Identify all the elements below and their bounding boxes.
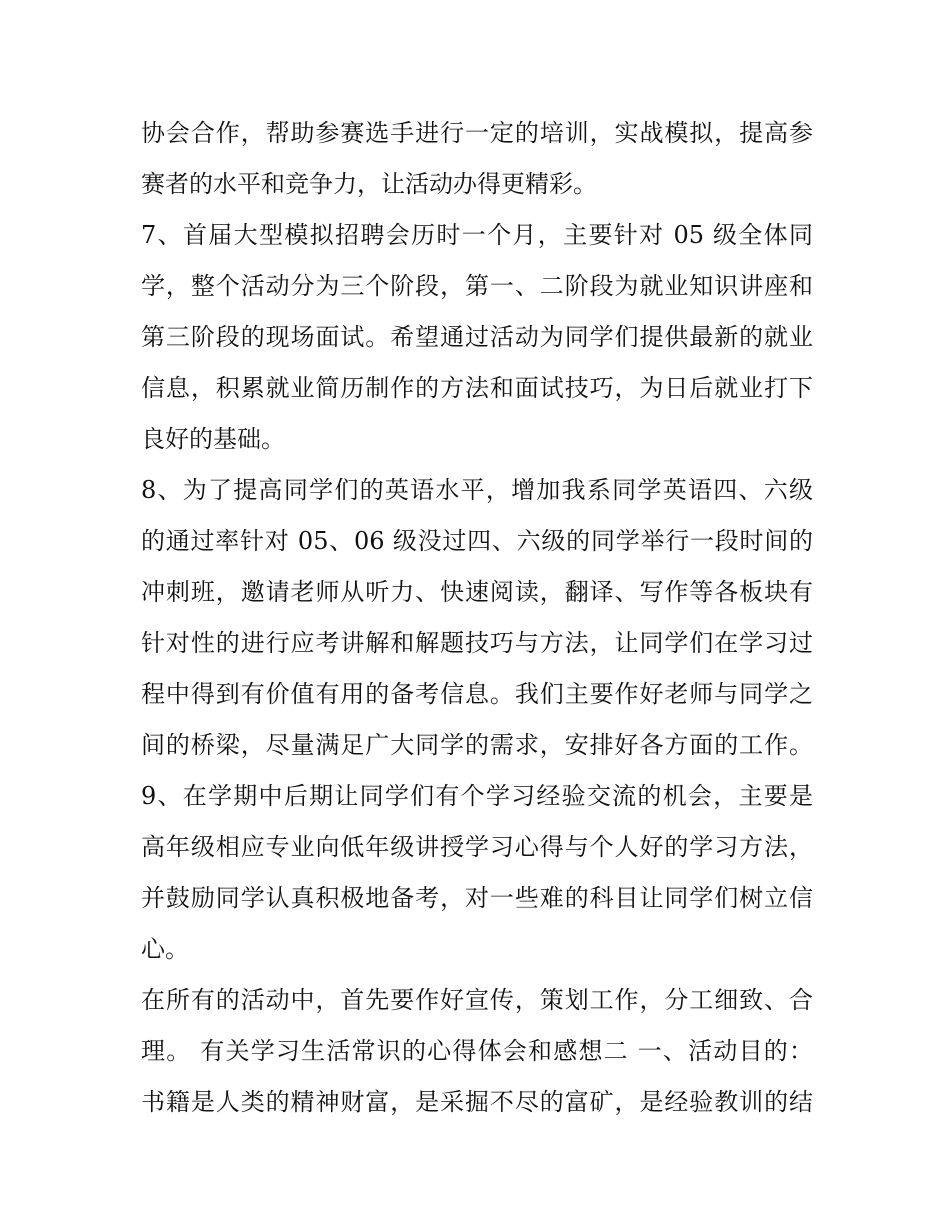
- text-line: 冲刺班，邀请老师从听力、快速阅读，翻译、写作等各板块有: [141, 578, 813, 606]
- document-body: [141, 108, 813, 1128]
- text-line: 间的桥梁，尽量满足广大同学的需求，安排好各方面的工作。: [141, 731, 813, 759]
- text-line: 赛者的水平和竞争力，让活动办得更精彩。: [141, 170, 597, 198]
- text-line: 心。: [141, 935, 189, 963]
- text-line: 9、在学期中后期让同学们有个学习经验交流的机会，主要是: [141, 782, 813, 810]
- text-line: 的通过率针对 05、06 级没过四、六级的同学举行一段时间的: [141, 527, 813, 555]
- text-line: 信息，积累就业简历制作的方法和面试技巧，为日后就业打下: [141, 374, 813, 402]
- text-line: 在所有的活动中，首先要作好宣传，策划工作，分工细致、合: [141, 986, 813, 1014]
- text-line: 理。 有关学习生活常识的心得体会和感想二 一、活动目的：: [141, 1037, 813, 1065]
- text-line: 针对性的进行应考讲解和解题技巧与方法，让同学们在学习过: [141, 629, 813, 657]
- text-line: 8、为了提高同学们的英语水平，增加我系同学英语四、六级: [141, 476, 813, 504]
- text-line: 7、首届大型模拟招聘会历时一个月，主要针对 05 级全体同: [141, 221, 813, 249]
- text-line: 学，整个活动分为三个阶段，第一、二阶段为就业知识讲座和: [141, 272, 813, 300]
- text-line: 协会合作，帮助参赛选手进行一定的培训，实战模拟，提高参: [141, 119, 813, 147]
- text-line: 书籍是人类的精神财富，是采掘不尽的富矿，是经验教训的结: [141, 1088, 813, 1116]
- text-line: 高年级相应专业向低年级讲授学习心得与个人好的学习方法，: [141, 833, 813, 861]
- text-line: 良好的基础。: [141, 425, 285, 453]
- text-line: 程中得到有价值有用的备考信息。我们主要作好老师与同学之: [141, 680, 813, 708]
- text-line: 第三阶段的现场面试。希望通过活动为同学们提供最新的就业: [141, 323, 813, 351]
- text-line: 并鼓励同学认真积极地备考，对一些难的科目让同学们树立信: [141, 884, 813, 912]
